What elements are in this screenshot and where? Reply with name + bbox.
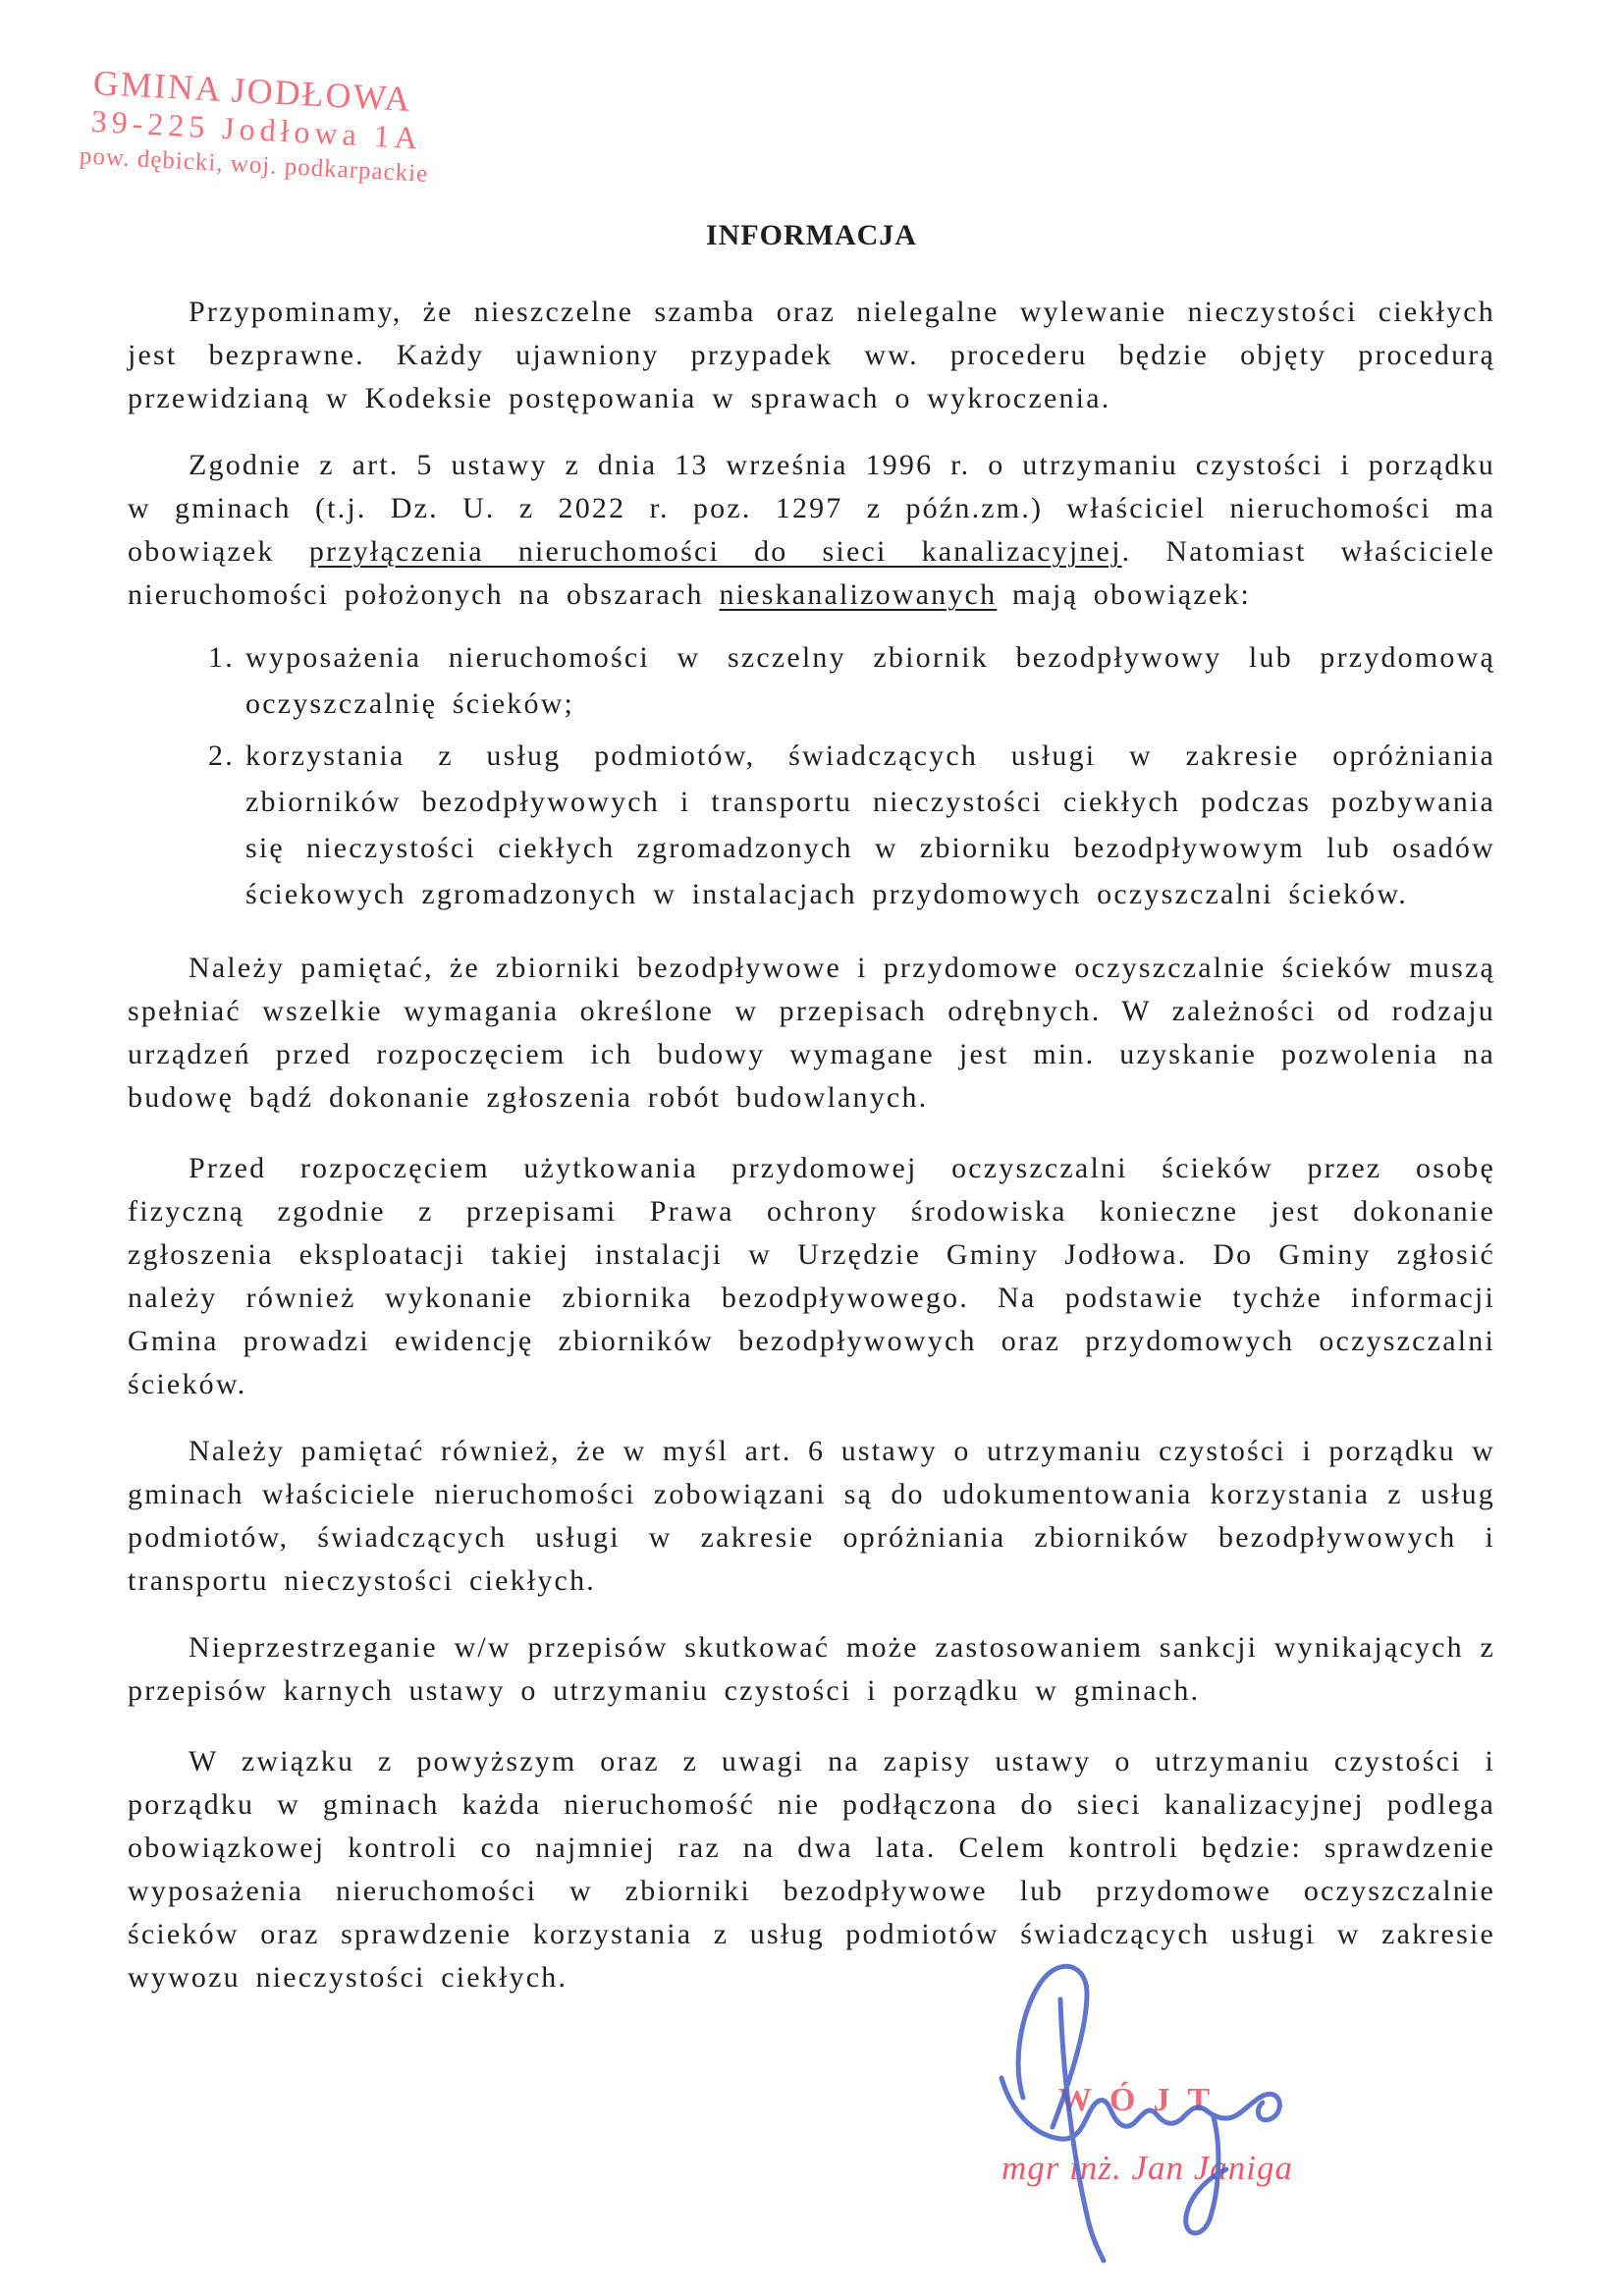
document-title: INFORMACJA bbox=[706, 219, 917, 251]
stamp-district: pow. dębicki, woj. podkarpackie bbox=[79, 142, 429, 189]
document-body bbox=[128, 0, 1495, 1999]
legal-basis-underlined-1: przyłączenia nieruchomości do sieci kanalizacyjnej bbox=[308, 535, 1122, 568]
mayor-stamp-name: mgr inż. Jan Janiga bbox=[1001, 2149, 1294, 2187]
signature-stroke-humps bbox=[1001, 2078, 1279, 2139]
obligations-list bbox=[128, 634, 1495, 917]
legal-basis-text-1: Zgodnie z art. 5 ustawy z dnia 13 września 1996 r. o utrzymaniu czystości i porządku w gminach (t.j. Dz. U. z 2022 r. poz. 1297 z późn.zm.) właściciel nieruchomości ma obowiązek bbox=[128, 449, 1495, 568]
list-item-number: 1. bbox=[208, 641, 235, 674]
list-item bbox=[128, 634, 1495, 727]
paragraph-registration: Przed rozpoczęciem użytkowania przydomowej oczyszczalni ścieków przez osobę fizyczną zgodnie z przepisami Prawa ochrony środowiska konieczne jest dokonanie zgłoszenia eksploatacji takiej instalacji w Urzędzie Gminy Jodłowa. Do Gminy zgłosić należy również wykonanie zbiornika bezodpływowego. Na podstawie tychże informacji Gmina prowadzi ewidencję zbiorników bezodpływowych oraz przydomowych oczyszczalni ścieków. bbox=[128, 1152, 1495, 1400]
paragraph-sanctions: Nieprzestrzeganie w/w przepisów skutkować może zastosowaniem sankcji wynikających z przepisów karnych ustawy o utrzymaniu czystości i porządku w gminach. bbox=[128, 1631, 1495, 1707]
paragraph-inspections: W związku z powyższym oraz z uwagi na zapisy ustawy o utrzymaniu czystości i porządku w gminach każda nieruchomość nie podłączona do sieci kanalizacyjnej podlega obowiązkowej kontroli co najmniej raz na dwa lata. Celem kontroli będzie: sprawdzenie wyposażenia nieruchomości w zbiorniki bezodpływowe lub przydomowe oczyszczalnie ścieków oraz sprawdzenie korzystania z usług podmiotów świadczących usługi w zakresie wywozu nieczystości ciekłych. bbox=[128, 1745, 1495, 1994]
list-item-text: korzystania z usług podmiotów, świadczących usługi w zakresie opróżniania zbiorników bezodpływowych i transportu nieczystości ciekłych podczas pozbywania się nieczystości ciekłych zgromadzonych w zbiorniku bezodpływowym lub osadów ściekowych zgromadzonych w instalacjach przydomowych oczyszczalni ścieków. bbox=[245, 739, 1495, 910]
paragraph-requirements: Należy pamiętać, że zbiorniki bezodpływowe i przydomowe oczyszczalnie ścieków muszą spełniać wszelkie wymagania określone w przepisach odrębnych. W zależności od rodzaju urządzeń przed rozpoczęciem ich budowy wymagane jest min. uzyskanie pozwolenia na budowę bądź dokonanie zgłoszenia robót budowlanych. bbox=[128, 952, 1495, 1114]
handwritten-signature bbox=[913, 1787, 1325, 2278]
list-item-number: 2. bbox=[208, 739, 235, 772]
signature-stroke-descender bbox=[1186, 2117, 1226, 2233]
signature-stroke-loop bbox=[1018, 1966, 1087, 2127]
legal-basis-text-2: . Natomiast właściciele nieruchomości położonych na obszarach bbox=[128, 535, 1495, 611]
list-item bbox=[128, 733, 1495, 917]
stamp-address: 39-225 Jodłowa 1A bbox=[89, 103, 423, 156]
paragraph-reminder: Przypominamy, że nieszczelne szamba oraz nielegalne wylewanie nieczystości ciekłych jest bezprawne. Każdy ujawniony przypadek ww. procederu będzie objęty procedurą przewidzianą w Kodeksie postępowania w sprawach o wykroczenia. bbox=[128, 296, 1495, 414]
stamp-municipality-name: GMINA JODŁOWA bbox=[91, 63, 413, 119]
mayor-stamp-title: WÓJT bbox=[1058, 2082, 1228, 2118]
list-item-text: wyposażenia nieruchomości w szczelny zbiornik bezodpływowy lub przydomową oczyszczalnię ścieków; bbox=[245, 641, 1495, 720]
paragraph-documentation: Należy pamiętać również, że w myśl art. 6 ustawy o utrzymaniu czystości i porządku w gminach właściciele nieruchomości zobowiązani są do udokumentowania korzystania z usług podmiotów, świadczących usługi w zakresie opróżniania zbiorników bezodpływowych i transportu nieczystości ciekłych. bbox=[128, 1435, 1495, 1597]
paragraph-legal-basis bbox=[128, 444, 1495, 617]
legal-basis-text-3: mają obowiązek: bbox=[997, 578, 1252, 611]
legal-basis-underlined-2: nieskanalizowanych bbox=[719, 578, 998, 611]
